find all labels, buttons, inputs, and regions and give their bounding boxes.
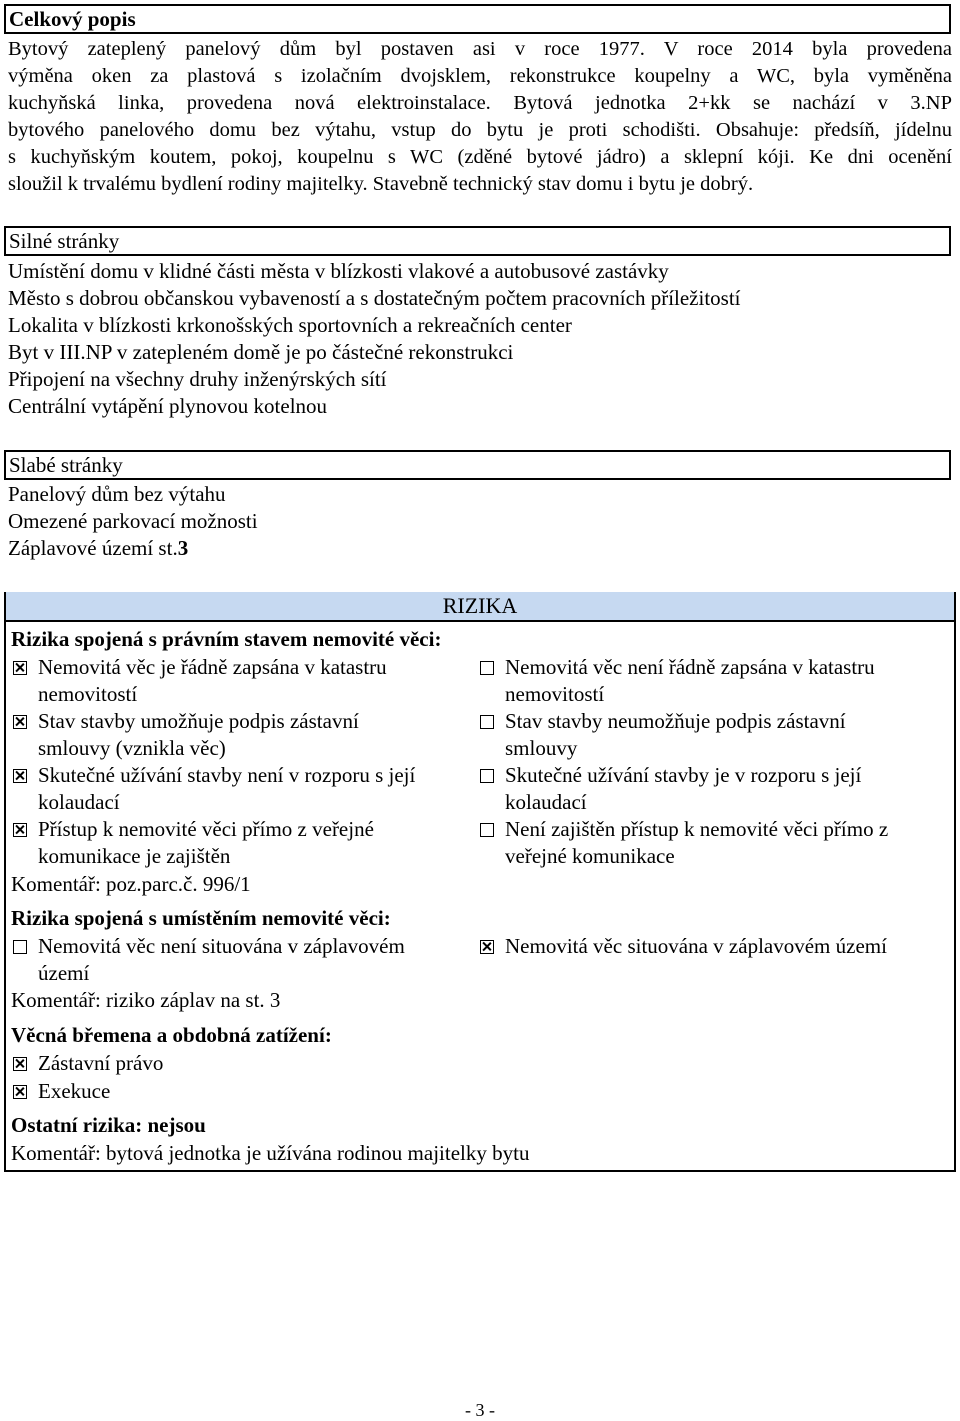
legal-left-label: kolaudací	[38, 790, 120, 814]
overview-line: sloužil k trvalému bydlení rodiny majitelky. Stavebně technický stav domu i bytu je dobrý.	[8, 173, 754, 195]
legal-right-label: Není zajištěn přístup k nemovité věci přímo z	[505, 817, 889, 841]
legal-risks-heading: Rizika spojená s právním stavem nemovité věci:	[11, 627, 442, 651]
burdens-heading: Věcná břemena a obdobná zatížení:	[11, 1023, 332, 1047]
overview-line: s kuchyňským koutem, pokoj, koupelnu s WC (zděné bytové jádro) a sklepní kóji. Ke dni ocenění	[8, 146, 952, 168]
overview-heading-text: Celkový popis	[9, 7, 136, 31]
legal-left-checkbox-2[interactable]	[13, 715, 27, 729]
legal-right-checkbox-4[interactable]	[480, 823, 494, 837]
weaknesses-heading-text: Slabé stránky	[9, 453, 123, 477]
other-risks-heading: Ostatní rizika: nejsou	[11, 1113, 206, 1137]
overview-line: výměna oken za plastová s izolačním dvojsklem, rekonstrukce koupelny a WC, byla vyměněna	[8, 65, 952, 87]
legal-left-label: komunikace je zajištěn	[38, 844, 231, 868]
legal-right-label: nemovitostí	[505, 682, 605, 706]
strength-item: Byt v III.NP v zatepleném domě je po částečné rekonstrukci	[8, 340, 514, 364]
legal-right-checkbox-3[interactable]	[480, 769, 494, 783]
legal-right-label: Skutečné užívání stavby je v rozporu s její	[505, 763, 862, 787]
overview-line: Bytový zateplený panelový dům byl postaven asi v roce 1977. V roce 2014 byla provedena	[8, 38, 952, 60]
legal-right-checkbox-1[interactable]	[480, 661, 494, 675]
weakness-item: Omezené parkovací možnosti	[8, 509, 258, 533]
legal-left-label: Skutečné užívání stavby není v rozporu s její	[38, 763, 416, 787]
legal-right-label: Stav stavby neumožňuje podpis zástavní	[505, 709, 846, 733]
strength-item: Připojení na všechny druhy inženýrských sítí	[8, 367, 387, 391]
overview-heading	[4, 4, 951, 34]
risks-title	[6, 592, 954, 622]
legal-comment: Komentář: poz.parc.č. 996/1	[11, 872, 251, 896]
legal-left-label: Přístup k nemovité věci přímo z veřejné	[38, 817, 374, 841]
weakness-item: Panelový dům bez výtahu	[8, 482, 226, 506]
strength-item: Lokalita v blízkosti krkonošských sportovních a rekreačních center	[8, 313, 572, 337]
burden-label: Exekuce	[38, 1079, 111, 1103]
strength-item: Město s dobrou občanskou vybaveností a s dostatečným počtem pracovních příležitostí	[8, 286, 741, 310]
strength-item: Umístění domu v klidné části města v blízkosti vlakové a autobusové zastávky	[8, 259, 669, 283]
location-risks-heading: Rizika spojená s umístěním nemovité věci:	[11, 906, 391, 930]
weakness-item-bold: 3	[177, 536, 189, 560]
legal-left-label: smlouvy (vznikla věc)	[38, 736, 226, 760]
strengths-heading	[4, 226, 951, 256]
location-left-checkbox[interactable]	[13, 940, 27, 954]
legal-left-checkbox-3[interactable]	[13, 769, 27, 783]
location-left-label: území	[38, 961, 90, 985]
legal-right-label: Nemovitá věc není řádně zapsána v katastru	[505, 655, 875, 679]
other-comment: Komentář: bytová jednotka je užívána rodinou majitelky bytu	[11, 1141, 530, 1165]
legal-left-checkbox-4[interactable]	[13, 823, 27, 837]
burden-checkbox-2[interactable]	[13, 1085, 27, 1099]
location-comment: Komentář: riziko záplav na st. 3	[11, 988, 281, 1012]
legal-left-checkbox-1[interactable]	[13, 661, 27, 675]
risks-title-text: RIZIKA	[442, 593, 518, 618]
overview-line: kuchyňská linka, provedena nová elektroinstalace. Bytová jednotka 2+kk se nachází v 3.NP	[8, 92, 952, 114]
burden-label: Zástavní právo	[38, 1051, 164, 1075]
weaknesses-heading	[4, 450, 951, 480]
legal-right-label: veřejné komunikace	[505, 844, 675, 868]
weakness-item-text: Záplavové území st.	[8, 536, 178, 560]
legal-left-label: Nemovitá věc je řádně zapsána v katastru	[38, 655, 387, 679]
legal-left-label: Stav stavby umožňuje podpis zástavní	[38, 709, 359, 733]
legal-right-label: smlouvy	[505, 736, 578, 760]
location-left-label: Nemovitá věc není situována v záplavovém	[38, 934, 405, 958]
strength-item: Centrální vytápění plynovou kotelnou	[8, 394, 328, 418]
location-right-label: Nemovitá věc situována v záplavovém území	[505, 934, 887, 958]
overview-line: bytového panelového domu bez výtahu, vstup do bytu je proti schodišti. Obsahuje: předsíň, jídelnu	[8, 119, 952, 141]
location-right-checkbox[interactable]	[480, 940, 494, 954]
legal-right-label: kolaudací	[505, 790, 587, 814]
page-number: - 3 -	[465, 1400, 495, 1420]
weakness-item	[8, 535, 188, 562]
burden-checkbox-1[interactable]	[13, 1057, 27, 1071]
strengths-heading-text: Silné stránky	[9, 229, 120, 253]
legal-left-label: nemovitostí	[38, 682, 138, 706]
legal-right-checkbox-2[interactable]	[480, 715, 494, 729]
